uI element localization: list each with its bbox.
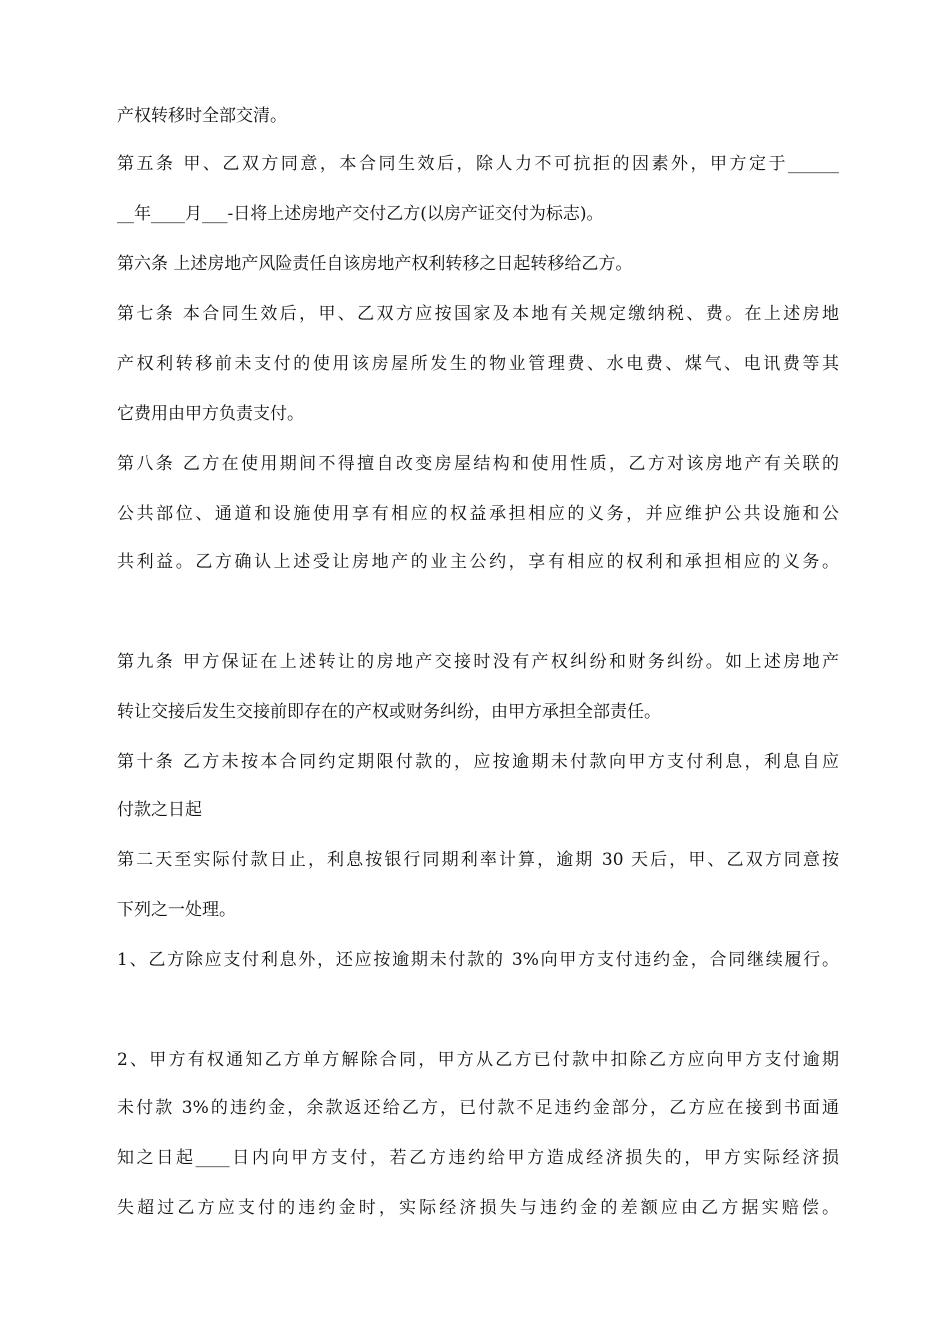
text-line: 下列之一处理。 <box>117 900 236 920</box>
text-line: 付款之日起 <box>117 800 202 820</box>
text-line: __年____月___-日将上述房地产交付乙方(以房产证交付为标志)。 <box>117 204 604 224</box>
text-line: 1、乙方除应支付利息外，还应按逾期未付款的 3%向甲方支付违约金，合同继续履行。 <box>117 950 839 970</box>
text-line: 共利益。乙方确认上述受让房地产的业主公约，享有相应的权利和承担相应的义务。 <box>117 552 839 572</box>
text-line: 第十条 乙方未按本合同约定期限付款的，应按逾期未付款向甲方支付利息，利息自应 <box>117 752 839 772</box>
text-line: 失超过乙方应支付的违约金时，实际经济损失与违约金的差额应由乙方据实赔偿。 <box>117 1198 839 1218</box>
text-line: 第五条 甲、乙双方同意，本合同生效后，除人力不可抗拒的因素外，甲方定于______ <box>117 154 839 174</box>
text-line: 第二天至实际付款日止，利息按银行同期利率计算，逾期 30 天后，甲、乙双方同意按 <box>117 850 839 870</box>
text-line: 产权转移时全部交清。 <box>117 106 287 126</box>
text-line: 第九条 甲方保证在上述转让的房地产交接时没有产权纠纷和财务纠纷。如上述房地产 <box>117 652 839 672</box>
text-line: 知之日起____日内向甲方支付，若乙方违约给甲方造成经济损失的，甲方实际经济损 <box>117 1148 839 1168</box>
text-line: 第七条 本合同生效后，甲、乙双方应按国家及本地有关规定缴纳税、费。在上述房地 <box>117 304 839 324</box>
text-line: 第八条 乙方在使用期间不得擅自改变房屋结构和使用性质，乙方对该房地产有关联的 <box>117 454 839 474</box>
text-line: 它费用由甲方负责支付。 <box>117 404 304 424</box>
text-line: 转让交接后发生交接前即存在的产权或财务纠纷，由甲方承担全部责任。 <box>117 702 661 722</box>
text-line: 公共部位、通道和设施使用享有相应的权益承担相应的义务，并应维护公共设施和公 <box>117 504 839 524</box>
text-line: 第六条 上述房地产风险责任自该房地产权利转移之日起转移给乙方。 <box>117 254 633 274</box>
text-line: 未付款 3%的违约金，余款返还给乙方，已付款不足违约金部分，乙方应在接到书面通 <box>117 1098 839 1118</box>
text-line: 产权利转移前未支付的使用该房屋所发生的物业管理费、水电费、煤气、电讯费等其 <box>117 354 839 374</box>
text-line: 2、甲方有权通知乙方单方解除合同，甲方从乙方已付款中扣除乙方应向甲方支付逾期 <box>117 1050 839 1070</box>
